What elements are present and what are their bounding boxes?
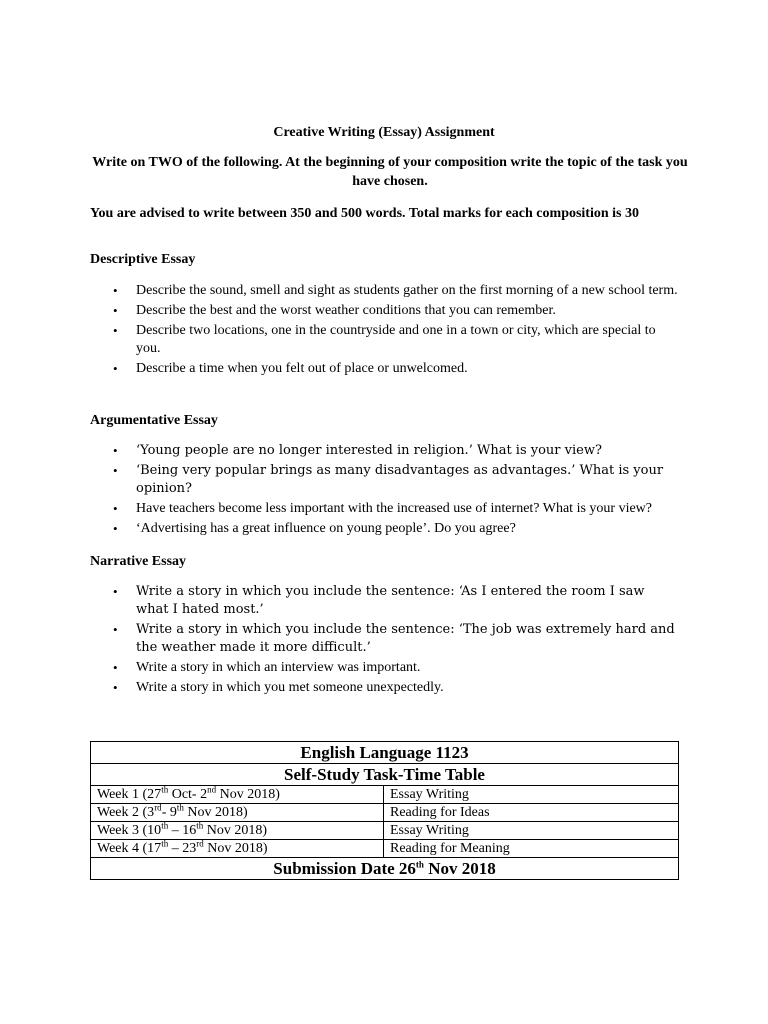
page-title: Creative Writing (Essay) Assignment	[273, 125, 495, 140]
task-cell: Essay Writing	[384, 822, 679, 840]
list-item: • Describe the sound, smell and sight as students gather on the first morning of a new school term.	[113, 283, 678, 298]
timetable-subheading: Self-Study Task-Time Table	[91, 764, 679, 786]
table-row	[91, 786, 679, 804]
timetable-heading: English Language 1123	[91, 742, 679, 764]
table-row	[91, 822, 679, 840]
timetable	[90, 741, 679, 880]
descriptive-essay-list	[0, 282, 768, 380]
list-item: • ‘Young people are no longer interested in religion.’ What is your view?	[113, 443, 602, 458]
bullet-icon: •	[113, 361, 118, 376]
bullet-icon: •	[113, 521, 118, 536]
timetable-heading-row	[91, 742, 679, 764]
section-heading-argumentative: Argumentative Essay	[90, 413, 218, 428]
bullet-icon: •	[113, 680, 118, 695]
table-row	[91, 804, 679, 822]
submission-row	[91, 858, 679, 880]
list-item: • Describe a time when you felt out of place or unwelcomed.	[113, 361, 468, 376]
week-cell: Week 3 (10th – 16th Nov 2018)	[91, 822, 384, 840]
list-item: • Write a story in which an interview was important.	[113, 660, 421, 675]
list-item: • Describe the best and the worst weather conditions that you can remember.	[113, 303, 556, 318]
narrative-essay-list	[0, 583, 768, 699]
bullet-icon: •	[113, 584, 118, 599]
submission-date: Submission Date 26th Nov 2018	[91, 858, 679, 880]
section-heading-narrative: Narrative Essay	[90, 554, 187, 569]
task-cell: Essay Writing	[384, 786, 679, 804]
list-item: • Write a story in which you include the sentence: ‘As I entered the room I saw what I hated most.’	[113, 584, 645, 617]
bullet-icon: •	[113, 283, 118, 298]
table-row	[91, 840, 679, 858]
bullet-icon: •	[113, 303, 118, 318]
list-item: • Write a story in which you include the sentence: ‘The job was extremely hard and the weather made it more difficult.’	[113, 622, 675, 655]
bullet-icon: •	[113, 323, 118, 338]
instructions-text: Write on TWO of the following. At the beginning of your composition write the topic of the task you have chosen.	[92, 155, 688, 189]
week-cell: Week 1 (27th Oct- 2nd Nov 2018)	[91, 786, 384, 804]
bullet-icon: •	[113, 463, 118, 478]
bullet-icon: •	[113, 660, 118, 675]
timetable-subheading-row	[91, 764, 679, 786]
list-item: • Write a story in which you met someone unexpectedly.	[113, 680, 444, 695]
week-cell: Week 2 (3rd- 9th Nov 2018)	[91, 804, 384, 822]
advice-text: You are advised to write between 350 and 500 words. Total marks for each composition is 30	[90, 206, 639, 221]
bullet-icon: •	[113, 501, 118, 516]
list-item: • ‘Advertising has a great influence on young people’. Do you agree?	[113, 521, 516, 536]
section-heading-descriptive: Descriptive Essay	[90, 252, 196, 267]
bullet-icon: •	[113, 443, 118, 458]
bullet-icon: •	[113, 622, 118, 637]
list-item: • Have teachers become less important with the increased use of internet? What is your view?	[113, 501, 652, 516]
task-cell: Reading for Ideas	[384, 804, 679, 822]
task-cell: Reading for Meaning	[384, 840, 679, 858]
week-cell: Week 4 (17th – 23rd Nov 2018)	[91, 840, 384, 858]
list-item: • ‘Being very popular brings as many disadvantages as advantages.’ What is your opinion?	[113, 463, 664, 496]
list-item: • Describe two locations, one in the countryside and one in a town or city, which are special to you.	[113, 323, 656, 356]
argumentative-essay-list	[0, 442, 768, 540]
